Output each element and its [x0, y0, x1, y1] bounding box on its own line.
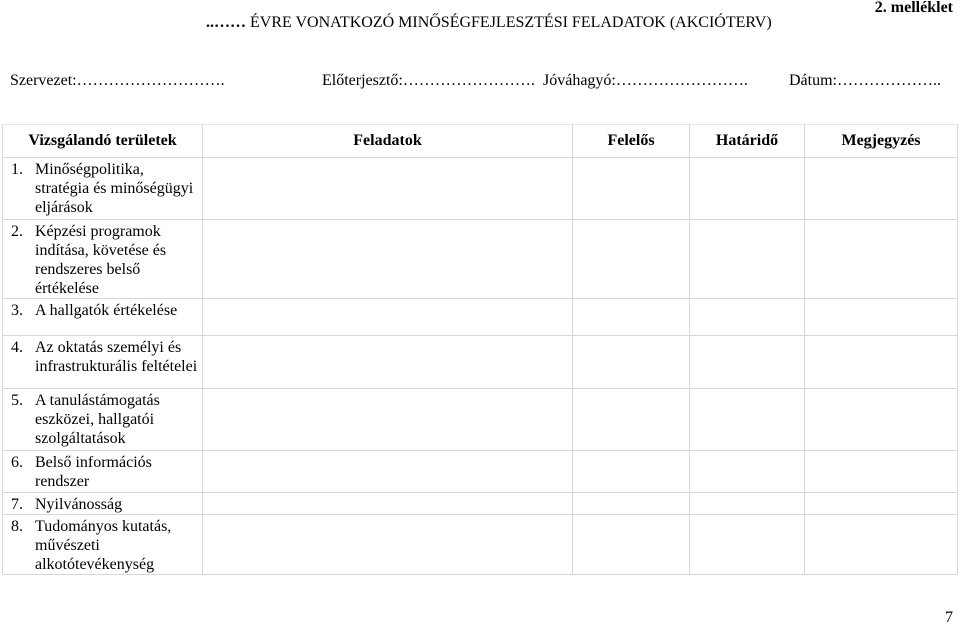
area-item	[11, 222, 198, 298]
column-header-areas: Vizsgálandó területek	[3, 125, 203, 158]
action-plan-table	[2, 124, 958, 575]
area-number: 4.	[11, 339, 23, 356]
title-text: ÉVRE VONATKOZÓ MINŐSÉGFEJLESZTÉSI FELADATOK (AKCIÓTERV)	[250, 14, 772, 31]
approver-field: Jóváhagyó:…………………….	[543, 72, 748, 89]
area-cell	[3, 336, 203, 389]
deadline-cell[interactable]	[690, 493, 805, 515]
column-header-deadline: Határidő	[690, 125, 805, 158]
tasks-cell[interactable]	[203, 515, 573, 575]
responsible-cell[interactable]	[573, 299, 690, 336]
title-year-placeholder: ..……	[206, 14, 246, 31]
notes-cell[interactable]	[805, 389, 958, 451]
area-cell	[3, 389, 203, 451]
area-item	[11, 160, 198, 217]
tasks-cell[interactable]	[203, 299, 573, 336]
deadline-cell[interactable]	[690, 515, 805, 575]
area-cell	[3, 299, 203, 336]
area-text: Nyilvánosság	[35, 496, 123, 513]
deadline-cell[interactable]	[690, 451, 805, 493]
tasks-cell[interactable]	[203, 158, 573, 220]
area-item	[11, 453, 198, 491]
column-header-responsible: Felelős	[573, 125, 690, 158]
area-cell	[3, 220, 203, 299]
notes-cell[interactable]	[805, 515, 958, 575]
notes-cell[interactable]	[805, 451, 958, 493]
annex-label: 2. melléklet	[874, 0, 953, 16]
table-row	[3, 389, 958, 451]
area-item	[11, 391, 198, 448]
responsible-cell[interactable]	[573, 451, 690, 493]
area-number: 1.	[11, 161, 23, 178]
responsible-cell[interactable]	[573, 515, 690, 575]
area-text: A hallgatók értékelése	[35, 302, 178, 319]
tasks-cell[interactable]	[203, 389, 573, 451]
deadline-cell[interactable]	[690, 389, 805, 451]
table-header-row	[3, 125, 958, 158]
area-number: 8.	[11, 518, 23, 535]
area-text: Tudományos kutatás, művészeti alkotótevékenység	[35, 518, 172, 573]
area-item	[11, 517, 198, 574]
area-text: Minőségpolitika, stratégia és minőségügyi eljárások	[35, 161, 194, 216]
date-field: Dátum:………………..	[789, 72, 941, 89]
responsible-cell[interactable]	[573, 493, 690, 515]
deadline-cell[interactable]	[690, 299, 805, 336]
deadline-cell[interactable]	[690, 336, 805, 389]
area-text: Képzési programok indítása, követése és rendszeres belső értékelése	[35, 223, 167, 297]
responsible-cell[interactable]	[573, 158, 690, 220]
tasks-cell[interactable]	[203, 451, 573, 493]
notes-cell[interactable]	[805, 220, 958, 299]
area-cell	[3, 493, 203, 515]
area-number: 5.	[11, 392, 23, 409]
table-row	[3, 158, 958, 220]
tasks-cell[interactable]	[203, 220, 573, 299]
area-number: 3.	[11, 302, 23, 319]
submitter-field: Előterjesztő:…………………….	[322, 72, 535, 89]
area-number: 7.	[11, 496, 23, 513]
area-number: 2.	[11, 223, 23, 240]
notes-cell[interactable]	[805, 158, 958, 220]
area-cell	[3, 515, 203, 575]
area-item	[11, 495, 198, 514]
area-cell	[3, 451, 203, 493]
page-number: 7	[945, 609, 953, 626]
organization-field: Szervezet:……………………….	[10, 72, 225, 89]
table-row	[3, 299, 958, 336]
area-text: Belső információs rendszer	[35, 454, 152, 490]
notes-cell[interactable]	[805, 299, 958, 336]
area-cell	[3, 158, 203, 220]
area-item	[11, 338, 198, 376]
tasks-cell[interactable]	[203, 336, 573, 389]
tasks-cell[interactable]	[203, 493, 573, 515]
responsible-cell[interactable]	[573, 220, 690, 299]
table-row	[3, 515, 958, 575]
table-row	[3, 451, 958, 493]
deadline-cell[interactable]	[690, 220, 805, 299]
column-header-tasks: Feladatok	[203, 125, 573, 158]
table-row	[3, 493, 958, 515]
table-row	[3, 220, 958, 299]
deadline-cell[interactable]	[690, 158, 805, 220]
document-title	[206, 14, 772, 32]
area-text: A tanulástámogatás eszközei, hallgatói szolgáltatások	[35, 392, 160, 447]
area-text: Az oktatás személyi és infrastrukturális feltételei	[35, 339, 198, 375]
column-header-notes: Megjegyzés	[805, 125, 958, 158]
notes-cell[interactable]	[805, 336, 958, 389]
notes-cell[interactable]	[805, 493, 958, 515]
responsible-cell[interactable]	[573, 389, 690, 451]
area-item	[11, 301, 198, 320]
area-number: 6.	[11, 454, 23, 471]
responsible-cell[interactable]	[573, 336, 690, 389]
table-row	[3, 336, 958, 389]
